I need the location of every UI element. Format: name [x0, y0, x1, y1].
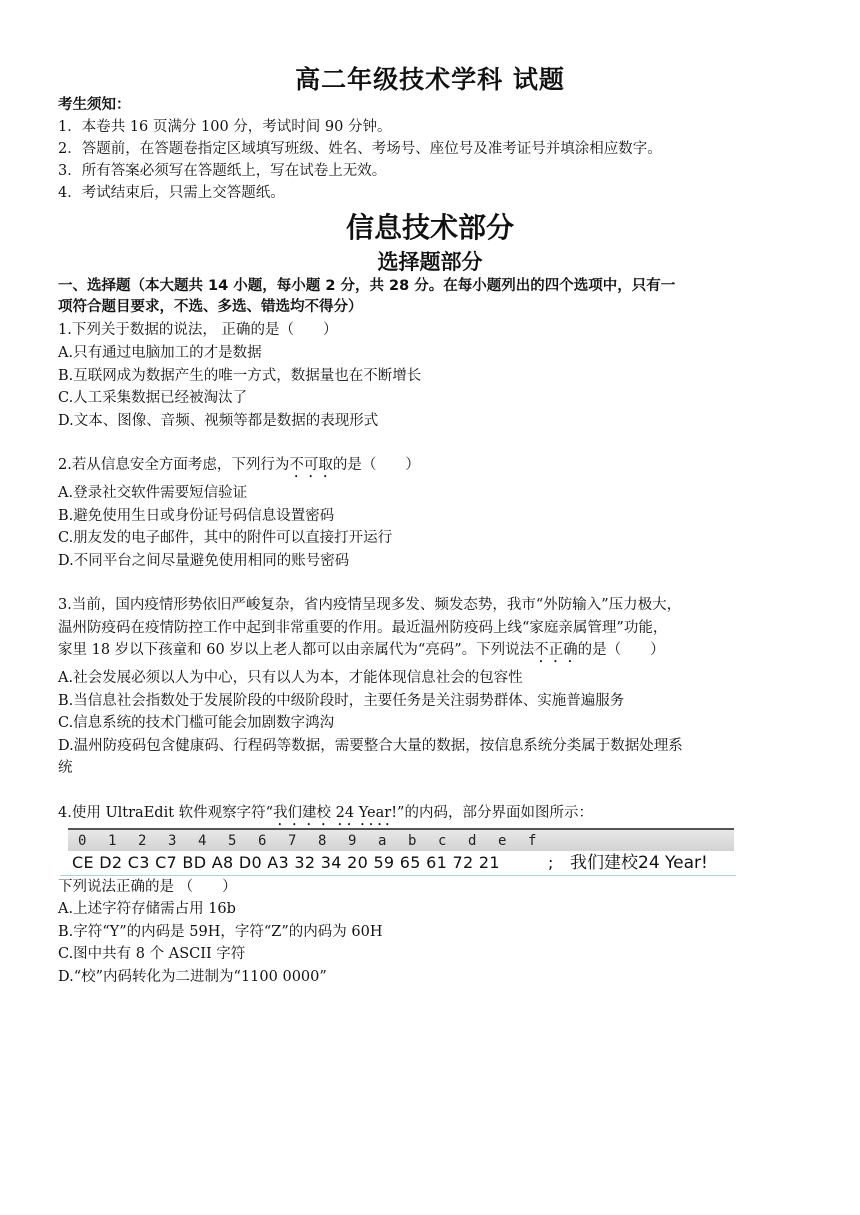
hex-separator: ; [548, 853, 554, 872]
section-title: 信息技术部分 [345, 211, 514, 244]
ruler-label: 5 [228, 833, 237, 849]
hex-bytes: CE D2 C3 C7 BD A8 D0 A3 32 34 20 59 65 61 72 21 [72, 853, 500, 872]
ruler-label: 8 [318, 833, 327, 849]
notice-item: 3．所有答案必须写在答题纸上，写在试卷上无效。 [58, 163, 387, 179]
ruler-label: b [408, 833, 417, 849]
q2-stem [58, 455, 420, 481]
section-subtitle: 选择题部分 [377, 250, 483, 274]
q3-stem [58, 640, 665, 666]
q1-option-a: A.只有通过电脑加工的才是数据 [58, 345, 262, 361]
q2-option-b: B.避免使用生日或身份证号码信息设置密码 [58, 508, 335, 524]
q1-option-d: D.文本、图像、音频、视频等都是数据的表现形式 [58, 413, 379, 429]
q2-option-a: A.登录社交软件需要短信验证 [58, 485, 248, 501]
ultraedit-hex-view [68, 828, 734, 876]
q4-question: 下列说法正确的是 （ ） [58, 879, 237, 895]
ruler-label: 1 [108, 833, 117, 849]
ruler-label: f [528, 833, 537, 849]
ruler-label: 4 [198, 833, 207, 849]
ruler-label: 7 [288, 833, 297, 849]
hex-data-row [68, 851, 734, 875]
q3-stem-emphasis: 不正确 [534, 642, 578, 658]
ruler-label: d [468, 833, 477, 849]
q3-stem-text: 的是（ ） [577, 642, 665, 658]
q3-stem: 3.当前，国内疫情形势依旧严峻复杂，省内疫情呈现多发、频发态势，我市“外防输入”压力极大， [58, 597, 682, 613]
ruler-label: 3 [168, 833, 177, 849]
q2-stem-text: 的是（ ） [332, 457, 420, 473]
part1-instruction: 一、选择题（本大题共 14 小题，每小题 2 分，共 28 分。在每小题列出的四个选项中，只有一 [58, 278, 676, 294]
ruler-label: 9 [348, 833, 357, 849]
ruler-label: c [438, 833, 447, 849]
q4-option-b: B.字符“Y”的内码是 59H，字符“Z”的内码为 60H [58, 924, 383, 940]
notice-title: 考生须知： [58, 97, 131, 113]
ruler-label: 6 [258, 833, 267, 849]
q4-stem-text: ”的内码，部分界面如图所示： [397, 805, 593, 821]
q1-option-c: C.人工采集数据已经被淘汰了 [58, 390, 248, 406]
notice-item: 2．答题前，在答题卷指定区域填写班级、姓名、考场号、座位号及准考证号并填涂相应数字。 [58, 141, 662, 157]
q3-stem: 温州防疫码在疫情防控工作中起到非常重要的作用。最近温州防疫码上线“家庭亲属管理”功能， [58, 620, 668, 636]
q1-option-b: B.互联网成为数据产生的唯一方式，数据量也在不断增长 [58, 368, 422, 384]
ruler-label: 2 [138, 833, 147, 849]
q4-stem-emphasis: 我们建校 24 Year! [273, 805, 398, 821]
notice-item: 1．本卷共 16 页满分 100 分，考试时间 90 分钟。 [58, 119, 392, 135]
q3-option-a: A.社会发展必须以人为中心，只有以人为本，才能体现信息社会的包容性 [58, 670, 523, 686]
q4-option-c: C.图中共有 8 个 ASCII 字符 [58, 946, 246, 962]
notice-item: 4．考试结束后，只需上交答题纸。 [58, 185, 285, 201]
q3-option-d-cont: 统 [58, 760, 73, 776]
q4-stem-text: 4.使用 UltraEdit 软件观察字符“ [58, 805, 274, 821]
q2-option-d: D.不同平台之间尽量避免使用相同的账号密码 [58, 553, 350, 569]
q4-option-d: D.“校”内码转化为二进制为“1100 0000” [58, 969, 327, 985]
q4-option-a: A.上述字符存储需占用 16b [58, 901, 236, 917]
hex-column-ruler [68, 828, 734, 853]
exam-title: 高二年级技术学科 试题 [295, 65, 565, 94]
q2-stem-emphasis: 不可取 [289, 457, 333, 473]
part1-instruction: 项符合题目要求，不选、多选、错选均不得分） [58, 299, 363, 315]
ruler-label: e [498, 833, 507, 849]
hex-view-underline [60, 875, 736, 876]
q3-stem-text: 家里 18 岁以下孩童和 60 岁以上老人都可以由亲属代为“亮码”。下列说法 [58, 642, 535, 658]
hex-ascii-text: 我们建校24 Year! [570, 853, 708, 873]
q3-option-c: C.信息系统的技术门槛可能会加剧数字鸿沟 [58, 715, 335, 731]
q4-stem [58, 803, 593, 829]
q1-stem: 1.下列关于数据的说法， 正确的是（ ） [58, 322, 338, 338]
q3-option-b: B.当信息社会指数处于发展阶段的中级阶段时，主要任务是关注弱势群体、实施普遍服务 [58, 693, 625, 709]
q2-stem-text: 2.若从信息安全方面考虑，下列行为 [58, 457, 290, 473]
q3-option-d: D.温州防疫码包含健康码、行程码等数据，需要整合大量的数据，按信息系统分类属于数据处理系 [58, 738, 683, 754]
ruler-label: a [378, 833, 387, 849]
q2-option-c: C.朋友发的电子邮件，其中的附件可以直接打开运行 [58, 530, 393, 546]
ruler-label: 0 [78, 833, 87, 849]
